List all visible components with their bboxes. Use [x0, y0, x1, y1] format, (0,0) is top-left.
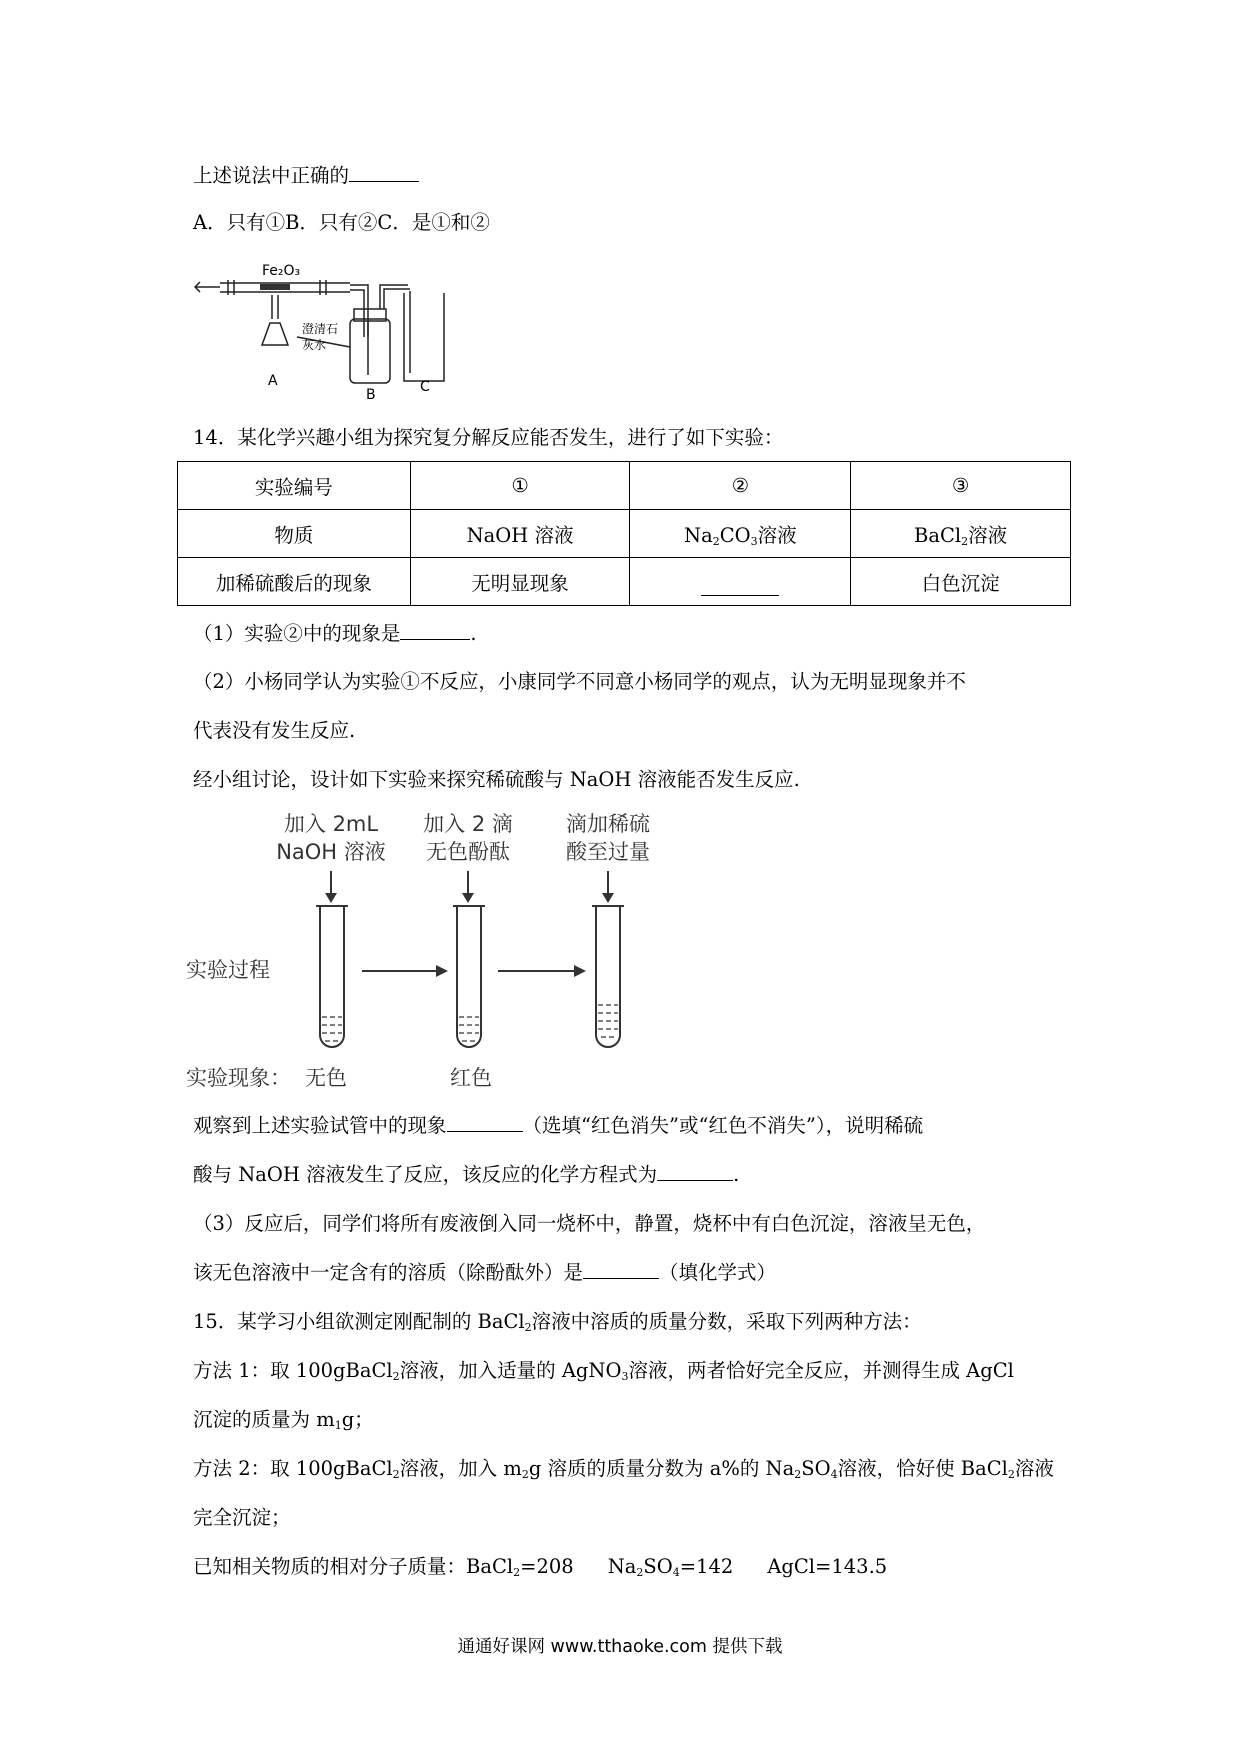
table-row	[178, 462, 1071, 510]
q14-part3a: （3）反应后，同学们将所有废液倒入同一烧杯中，静置，烧杯中有白色沉淀，溶液呈无色，	[193, 1212, 986, 1235]
color-label-2: 红色	[450, 1066, 492, 1090]
label-c: C	[420, 379, 430, 395]
table-cell	[630, 558, 851, 606]
table-cell: ②	[630, 462, 851, 510]
q15-stem: 15．某学习小组欲测定刚配制的 BaCl$_2$溶液中溶质的质量分数，采取下列两种方法：	[193, 1310, 922, 1334]
q14-discussion: 经小组讨论，设计如下实验来探究稀硫酸与 NaOH 溶液能否发生反应.	[193, 768, 800, 791]
table-cell: 无明显现象	[410, 558, 630, 606]
experiment-table	[177, 461, 1071, 606]
q13-line: 上述说法中正确的	[193, 162, 419, 190]
answer-blank	[400, 621, 470, 640]
table-cell: BaCl$_2$溶液	[851, 510, 1071, 558]
step1-line1: 加入 2mL	[283, 812, 379, 836]
q14-stem: 14．某化学兴趣小组为探究复分解反应能否发生，进行了如下实验：	[193, 426, 784, 449]
answer-blank	[583, 1260, 659, 1279]
step1-line2: NaOH 溶液	[276, 840, 386, 864]
table-cell: 加稀硫酸后的现象	[178, 558, 411, 606]
step2-line2: 无色酚酞	[426, 840, 510, 864]
table-cell: 物质	[178, 510, 411, 558]
table-cell: ①	[410, 462, 630, 510]
table-row	[178, 558, 1071, 606]
apparatus-figure	[190, 255, 530, 405]
label-a: A	[268, 373, 278, 389]
table-cell: 白色沉淀	[851, 558, 1071, 606]
table-cell: 实验编号	[178, 462, 411, 510]
color-label-1: 无色	[305, 1066, 347, 1090]
answer-blank	[701, 577, 779, 596]
table-cell: $Na_2CO_3$溶液	[630, 510, 851, 558]
q13-options: A．只有①B．只有②C．是①和②	[193, 211, 490, 234]
q15-method1: 方法 1：取 100gBaCl$_2$溶液，加入适量的 AgNO$_3$溶液，两者恰好完全反应，并测得生成 AgCl	[193, 1359, 1014, 1383]
q15-method2b: 完全沉淀；	[193, 1506, 291, 1529]
table-cell: NaOH 溶液	[410, 510, 630, 558]
q14-part2-observe: 观察到上述实验试管中的现象 （选填“红色消失”或“红色不消失”），说明稀硫	[193, 1114, 924, 1137]
process-label: 实验过程	[186, 958, 270, 982]
q15-molar-mass: 已知相关物质的相对分子质量：BaCl$_2$=208 $Na_2SO_4=142$ AgCl=143.5	[193, 1555, 888, 1579]
q14-part1: （1）实验②中的现象是 .	[193, 622, 477, 645]
step2-line1: 加入 2 滴	[423, 812, 513, 836]
answer-blank	[349, 163, 419, 182]
table-row	[178, 510, 1071, 558]
answer-blank	[657, 1162, 733, 1181]
step3-line2: 酸至过量	[566, 840, 650, 864]
q14-part2a: （2）小杨同学认为实验①不反应，小康同学不同意小杨同学的观点，认为无明显现象并不	[193, 670, 966, 693]
experiment-process-figure	[180, 803, 660, 1093]
phenomenon-label: 实验现象：	[186, 1066, 291, 1090]
step3-line1: 滴加稀硫	[566, 812, 650, 836]
limewater-label-2: 灰水	[302, 338, 327, 352]
q15-method2: 方法 2：取 100gBaCl$_2$溶液，加入 $m_2g$ 溶质的质量分数为 a%的 $Na_2SO_4$溶液，恰好使 BaCl$_2$溶液	[193, 1457, 1054, 1481]
q14-part2b: 代表没有发生反应.	[193, 719, 356, 742]
q15-method1b: 沉淀的质量为 $m_1g$；	[193, 1408, 374, 1432]
table-cell: ③	[851, 462, 1071, 510]
q14-part2-equation: 酸与 NaOH 溶液发生了反应，该反应的化学方程式为 .	[193, 1163, 740, 1186]
answer-blank	[447, 1113, 523, 1132]
q14-part3b: 该无色溶液中一定含有的溶质（除酚酞外）是 （填化学式）	[193, 1261, 777, 1284]
limewater-label-1: 澄清石	[302, 322, 339, 336]
label-b: B	[366, 387, 376, 403]
fe2o3-label: Fe₂O₃	[262, 263, 301, 279]
page-footer: 通通好课网 www.tthaoke.com 提供下载	[457, 1637, 783, 1657]
